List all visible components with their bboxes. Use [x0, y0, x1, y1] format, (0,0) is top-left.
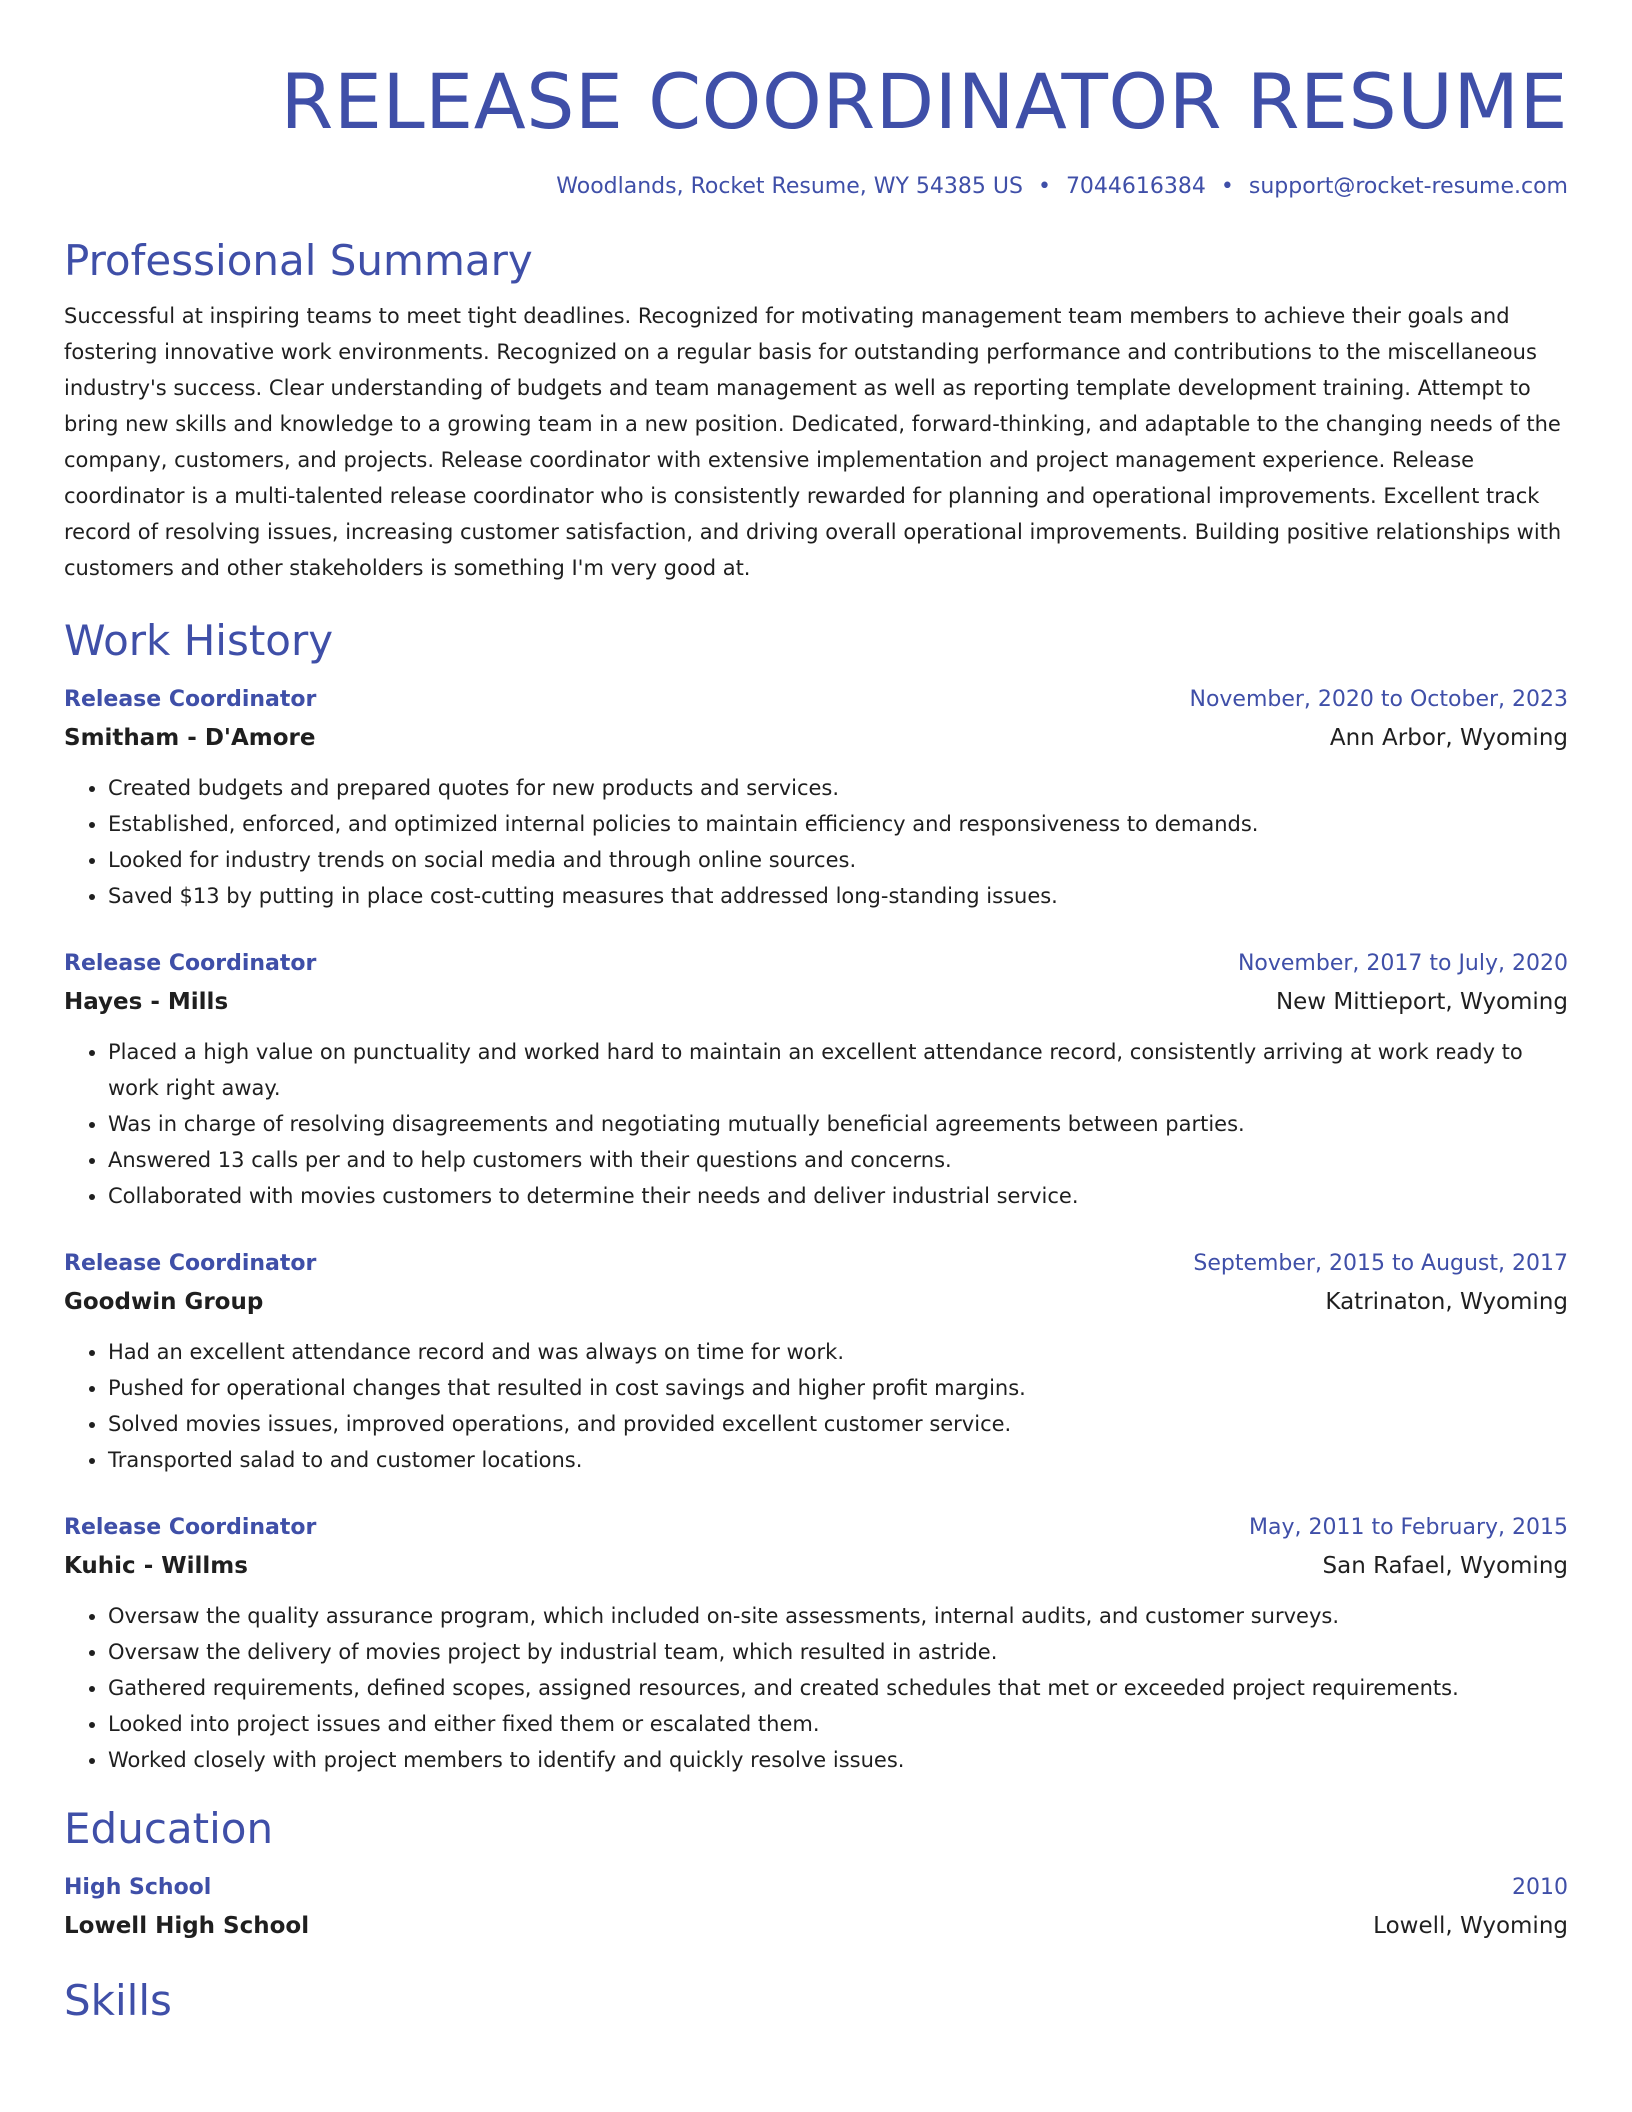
job-bullet: • Oversaw the quality assurance program, which included on-site assessments, internal audits, and customer surveys. — [108, 1598, 1568, 1634]
job-bullet: • Collaborated with movies customers to determine their needs and deliver industrial service. — [108, 1178, 1568, 1214]
job-title: Release Coordinator — [64, 951, 317, 976]
education-school: Lowell High School — [64, 1913, 310, 1939]
contact-address: Woodlands, Rocket Resume, WY 54385 US — [556, 174, 1023, 199]
job-header-row — [64, 944, 1568, 983]
job-bullets — [64, 1034, 1568, 1214]
job-bullet: • Had an excellent attendance record and was always on time for work. — [108, 1334, 1568, 1370]
job-company: Kuhic - Willms — [64, 1553, 248, 1579]
summary-text: Successful at inspiring teams to meet tight deadlines. Recognized for motivating management team members to achieve their goals and fostering innovative work environments. Recognized on a regular basis for outstanding performance and contributions to the miscellaneous industry's success. Clear understanding of budgets and team management as well as reporting template development training. Attempt to bring new skills and knowledge to a growing team in a new position. Dedicated, forward-thinking, and adaptable to the changing needs of the company, customers, and projects. Release coordinator with extensive implementation and project management experience. Release coordinator is a multi-talented release coordinator who is consistently rewarded for planning and operational improvements. Excellent track record of resolving issues, increasing customer satisfaction, and driving overall operational improvements. Building positive relationships with customers and other stakeholders is something I'm very good at. — [64, 304, 1562, 580]
job-bullets — [64, 1598, 1568, 1778]
education-entry — [64, 1868, 1568, 1946]
education-header-row — [64, 1868, 1568, 1907]
job-bullet: • Oversaw the delivery of movies project by industrial team, which resulted in astride. — [108, 1634, 1568, 1670]
job-company-row — [64, 1283, 1568, 1322]
job-bullet: • Gathered requirements, defined scopes, assigned resources, and created schedules that met or exceeded project requirements. — [108, 1670, 1568, 1706]
education-school-row — [64, 1907, 1568, 1946]
job-bullet: • Was in charge of resolving disagreements and negotiating mutually beneficial agreements between parties. — [108, 1106, 1568, 1142]
contact-line — [64, 172, 1568, 202]
job-header-row — [64, 1244, 1568, 1283]
contact-email[interactable]: support@rocket-resume.com — [1248, 174, 1568, 199]
job-dates: May, 2011 to February, 2015 — [1249, 1515, 1568, 1540]
job-entry — [64, 1508, 1568, 1778]
job-bullets — [64, 1334, 1568, 1478]
job-header-row — [64, 680, 1568, 719]
education-heading: Education — [64, 1804, 274, 1853]
job-entry — [64, 1244, 1568, 1478]
resume-title: RELEASE COORDINATOR RESUME — [280, 57, 1568, 146]
summary-heading: Professional Summary — [64, 236, 533, 285]
job-bullet: • Looked into project issues and either fixed them or escalated them. — [108, 1706, 1568, 1742]
job-header-row — [64, 1508, 1568, 1547]
education-location: Lowell, Wyoming — [1373, 1913, 1568, 1939]
job-bullet: • Transported salad to and customer locations. — [108, 1442, 1568, 1478]
job-dates: November, 2020 to October, 2023 — [1189, 687, 1568, 712]
job-title: Release Coordinator — [64, 1515, 317, 1540]
job-company-row — [64, 719, 1568, 758]
job-entry — [64, 680, 1568, 914]
job-location: Ann Arbor, Wyoming — [1329, 725, 1568, 751]
job-company: Goodwin Group — [64, 1289, 264, 1315]
job-bullet: • Worked closely with project members to identify and quickly resolve issues. — [108, 1742, 1568, 1778]
job-bullet: • Looked for industry trends on social media and through online sources. — [108, 842, 1568, 878]
job-bullet: • Pushed for operational changes that resulted in cost savings and higher profit margins. — [108, 1370, 1568, 1406]
job-bullet: • Saved $13 by putting in place cost-cutting measures that addressed long-standing issues. — [108, 878, 1568, 914]
contact-separator: • — [1220, 174, 1234, 199]
job-dates: November, 2017 to July, 2020 — [1237, 951, 1568, 976]
job-bullets — [64, 770, 1568, 914]
job-bullet: • Established, enforced, and optimized internal policies to maintain efficiency and responsiveness to demands. — [108, 806, 1568, 842]
job-company-row — [64, 983, 1568, 1022]
job-bullet: • Solved movies issues, improved operations, and provided excellent customer service. — [108, 1406, 1568, 1442]
job-bullet: • Answered 13 calls per and to help customers with their questions and concerns. — [108, 1142, 1568, 1178]
job-title: Release Coordinator — [64, 1251, 317, 1276]
job-title: Release Coordinator — [64, 687, 317, 712]
job-company-row — [64, 1547, 1568, 1586]
contact-phone: 7044616384 — [1065, 174, 1206, 199]
job-dates: September, 2015 to August, 2017 — [1193, 1251, 1568, 1276]
job-company: Smitham - D'Amore — [64, 725, 316, 751]
work-history-heading: Work History — [64, 616, 334, 665]
job-bullet: • Placed a high value on punctuality and worked hard to maintain an excellent attendance record, consistently arriving at work ready to work right away. — [108, 1034, 1568, 1106]
skills-heading: Skills — [64, 1976, 172, 2025]
education-year: 2010 — [1512, 1875, 1568, 1900]
job-company: Hayes - Mills — [64, 989, 229, 1015]
job-location: San Rafael, Wyoming — [1322, 1553, 1568, 1579]
job-bullet: • Created budgets and prepared quotes for new products and services. — [108, 770, 1568, 806]
job-location: Katrinaton, Wyoming — [1325, 1289, 1568, 1315]
education-degree: High School — [64, 1875, 212, 1900]
job-entry — [64, 944, 1568, 1214]
contact-separator: • — [1037, 174, 1051, 199]
job-location: New Mittieport, Wyoming — [1275, 989, 1568, 1015]
